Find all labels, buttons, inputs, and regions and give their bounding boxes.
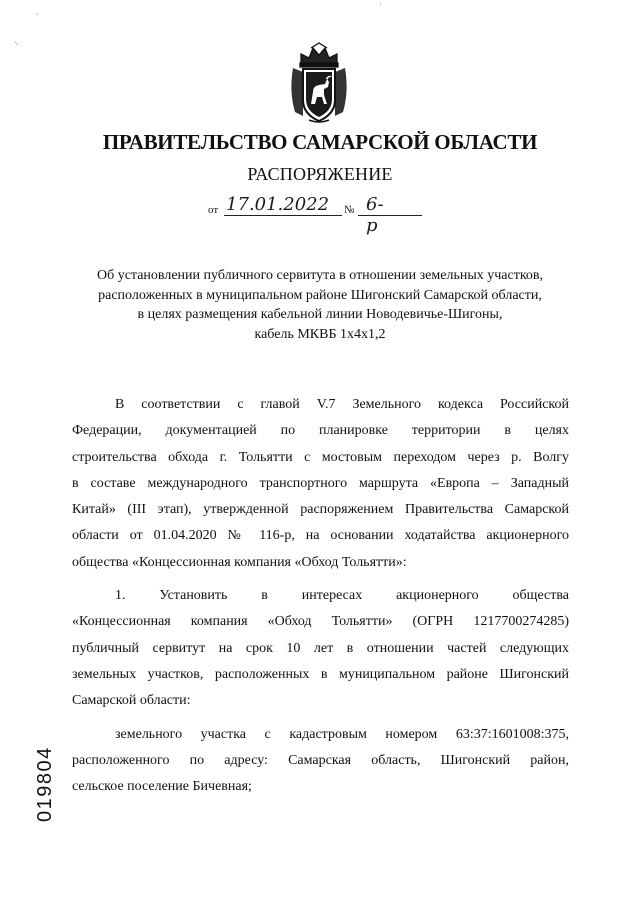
item1-line: «Концессионная компания «Обход Тольятти» (ОГРН 1217700274285) bbox=[72, 614, 569, 630]
subject-line: расположенных в муниципальном районе Шигонский Самарской области, bbox=[98, 287, 542, 303]
preamble-line: в составе международного транспортного маршрута «Европа – Западный bbox=[72, 475, 569, 491]
parcel-line: расположенного по адресу: Самарская область, Шигонский район, bbox=[72, 752, 569, 768]
subject-line: кабель МКВБ 1х4х1,2 bbox=[254, 326, 386, 342]
scan-speck: ˋ bbox=[36, 12, 39, 22]
order-date: 17.01.2022 bbox=[226, 194, 330, 215]
item1-line: 1. Установить в интересах акционерного общества bbox=[115, 588, 569, 604]
preamble-line: В соответствии с главой V.7 Земельного кодекса Российской bbox=[115, 397, 569, 412]
subject-line: Об установлении публичного сервитута в отношении земельных участков, bbox=[96, 268, 544, 283]
preamble-line: строительства обхода г. Тольятти с мостовым переходом через р. Волгу bbox=[72, 449, 569, 465]
samara-coat-of-arms-icon bbox=[287, 42, 351, 124]
preamble-line: области от 01.04.2020 № 116-р, на основании ходатайства акционерного bbox=[72, 528, 569, 544]
preamble-line: Федерации, документацией по планировке территории в целях bbox=[72, 423, 569, 439]
preamble-line: Китай» (III этап), утвержденной распоряжением Правительства Самарской bbox=[72, 502, 569, 518]
order-body bbox=[72, 392, 569, 800]
registration-number-vertical: 019804 bbox=[34, 746, 56, 822]
order-subject bbox=[70, 266, 570, 344]
scan-speck: ⸌ bbox=[14, 40, 19, 50]
preamble-line: общества «Концессионная компания «Обход Тольятти»: bbox=[72, 554, 407, 570]
parcel-line: сельское поселение Бичевная; bbox=[72, 779, 252, 795]
government-title: ПРАВИТЕЛЬСТВО САМАРСКОЙ ОБЛАСТИ bbox=[102, 130, 538, 154]
scan-speck: ᶦ bbox=[380, 0, 382, 10]
date-underline bbox=[224, 215, 342, 216]
number-underline bbox=[358, 215, 422, 216]
subject-line: в целях размещения кабельной линии Новодевичье-Шигоны, bbox=[137, 307, 503, 322]
item1-line: земельных участков, расположенных в муниципальном районе Шигонский bbox=[72, 666, 569, 682]
order-number: 6-р bbox=[366, 194, 384, 236]
document-type-title: РАСПОРЯЖЕНИЕ bbox=[247, 164, 393, 184]
item1-line: публичный сервитут на срок 10 лет в отношении частей следующих bbox=[72, 640, 569, 656]
date-prefix: от bbox=[208, 204, 219, 216]
item1-line: Самарской области: bbox=[72, 693, 191, 709]
parcel-line: земельного участка с кадастровым номером 63:37:1601008:375, bbox=[115, 726, 569, 742]
number-prefix: № bbox=[344, 204, 355, 216]
